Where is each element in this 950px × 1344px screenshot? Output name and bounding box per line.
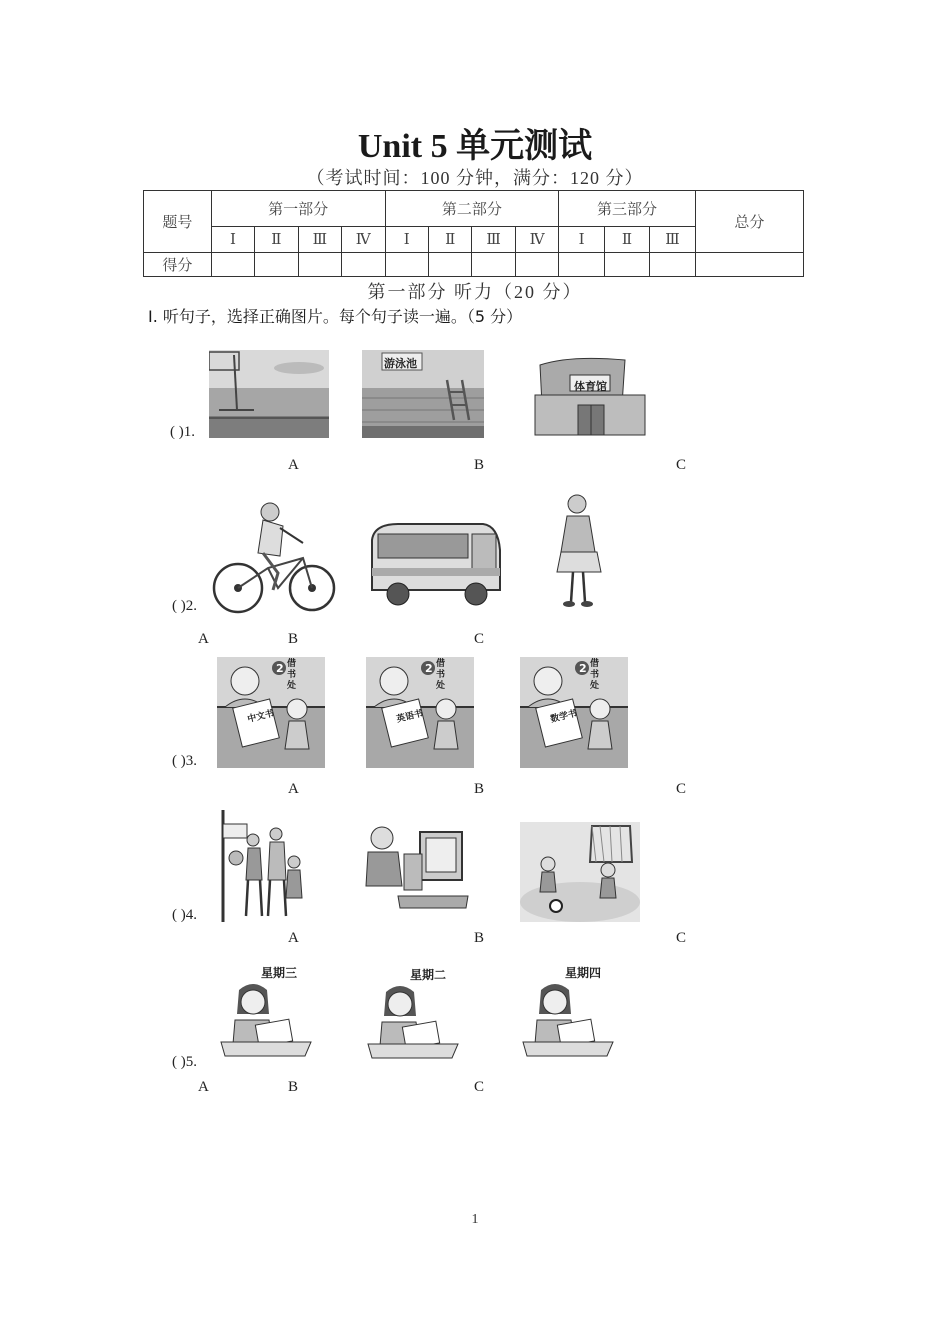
part2-item: Ⅱ: [428, 227, 471, 253]
option-letter: A: [288, 930, 299, 946]
score-cell[interactable]: [515, 253, 558, 277]
option-letter: A: [198, 1079, 209, 1095]
page-title: Unit 5 单元测试: [357, 128, 593, 165]
total-score-cell[interactable]: [695, 253, 803, 277]
part2-header: 第二部分: [385, 191, 559, 227]
part2-item: Ⅲ: [472, 227, 515, 253]
option-picture-4c[interactable]: [520, 822, 640, 922]
book-title: 数学书: [549, 708, 579, 726]
total-header: 总分: [695, 191, 803, 253]
walking-girl-image: [553, 492, 605, 610]
question-number: ( )3.: [172, 753, 197, 769]
exam-info: （考试时间：100 分钟，满分：120 分）: [306, 168, 644, 188]
option-letter: C: [676, 930, 687, 946]
question-header: 题号: [144, 191, 212, 253]
option-picture-3a[interactable]: [217, 657, 325, 768]
book-title: 英语书: [395, 708, 425, 726]
question-number: ( )5.: [172, 1054, 197, 1070]
score-cell[interactable]: [298, 253, 341, 277]
part1-item: Ⅲ: [298, 227, 341, 253]
girl-reading-image: [366, 982, 460, 1064]
score-cell[interactable]: [342, 253, 385, 277]
option-letter: C: [474, 631, 485, 647]
gym-sign: 体育馆: [574, 380, 607, 393]
score-table: [143, 190, 804, 277]
option-letter: C: [676, 781, 687, 797]
option-letter: B: [474, 930, 485, 946]
option-picture-5b[interactable]: [366, 982, 460, 1064]
part2-item: Ⅰ: [385, 227, 428, 253]
question-number: ( )2.: [172, 598, 197, 614]
option-picture-1c[interactable]: [530, 350, 650, 440]
score-cell[interactable]: [650, 253, 695, 277]
option-letter: B: [288, 1079, 299, 1095]
boy-computer-image: [358, 824, 476, 912]
score-cell[interactable]: [255, 253, 298, 277]
boys-soccer-image: [520, 822, 640, 922]
part3-item: Ⅲ: [650, 227, 695, 253]
instruction: Ⅰ. 听句子，选择正确图片。每个句子读一遍。（5 分）: [148, 307, 523, 326]
score-label: 得分: [144, 253, 212, 277]
bus-image: [368, 520, 502, 608]
swimming-pool-image: [362, 350, 484, 438]
option-letter: A: [288, 457, 299, 473]
option-picture-4b[interactable]: [358, 824, 476, 912]
option-letter: C: [474, 1079, 485, 1095]
girl-reading-image: [219, 980, 313, 1062]
girl-reading-image: [521, 980, 615, 1062]
option-picture-2a[interactable]: [208, 498, 336, 614]
weekday-label: 星期二: [410, 968, 447, 982]
page-number: 1: [471, 1212, 479, 1227]
part1-header: 第一部分: [211, 191, 385, 227]
option-picture-2c[interactable]: [553, 492, 605, 610]
library-sign: 借书处: [590, 659, 600, 691]
option-letter: B: [288, 631, 299, 647]
score-cell[interactable]: [559, 253, 604, 277]
weekday-label: 星期三: [261, 966, 298, 980]
part1-item: Ⅰ: [211, 227, 254, 253]
option-picture-1a[interactable]: [209, 350, 329, 438]
option-picture-5c[interactable]: [521, 980, 615, 1062]
gym-building-image: [530, 350, 650, 440]
option-letter: A: [198, 631, 209, 647]
counter-number: 2: [579, 662, 587, 675]
option-letter: A: [288, 781, 299, 797]
option-letter: C: [676, 457, 687, 473]
option-picture-4a[interactable]: [218, 810, 308, 922]
score-cell[interactable]: [428, 253, 471, 277]
part3-item: Ⅰ: [559, 227, 604, 253]
option-letter: B: [474, 781, 485, 797]
basketball-court-image: [209, 350, 329, 438]
girl-riding-bike-image: [208, 498, 336, 614]
counter-number: 2: [425, 662, 433, 675]
question-number: ( )4.: [172, 907, 197, 923]
library-sign: 借书处: [287, 659, 297, 691]
option-picture-5a[interactable]: [219, 980, 313, 1062]
library-sign: 借书处: [436, 659, 446, 691]
option-picture-1b[interactable]: [362, 350, 484, 438]
section-title: 第一部分 听力（20 分）: [367, 282, 583, 302]
book-title: 中文书: [246, 708, 276, 726]
option-picture-3b[interactable]: [366, 657, 474, 768]
option-picture-3c[interactable]: [520, 657, 628, 768]
question-number: ( )1.: [170, 424, 195, 440]
part3-item: Ⅱ: [604, 227, 649, 253]
score-cell[interactable]: [472, 253, 515, 277]
option-picture-2b[interactable]: [368, 520, 502, 608]
pool-sign: 游泳池: [384, 357, 417, 370]
part2-item: Ⅳ: [515, 227, 558, 253]
part3-header: 第三部分: [559, 191, 695, 227]
score-cell[interactable]: [604, 253, 649, 277]
part1-item: Ⅱ: [255, 227, 298, 253]
counter-number: 2: [276, 662, 284, 675]
score-cell[interactable]: [385, 253, 428, 277]
score-cell[interactable]: [211, 253, 254, 277]
weekday-label: 星期四: [565, 966, 602, 980]
option-letter: B: [474, 457, 485, 473]
part1-item: Ⅳ: [342, 227, 385, 253]
basketball-players-image: [218, 810, 308, 922]
